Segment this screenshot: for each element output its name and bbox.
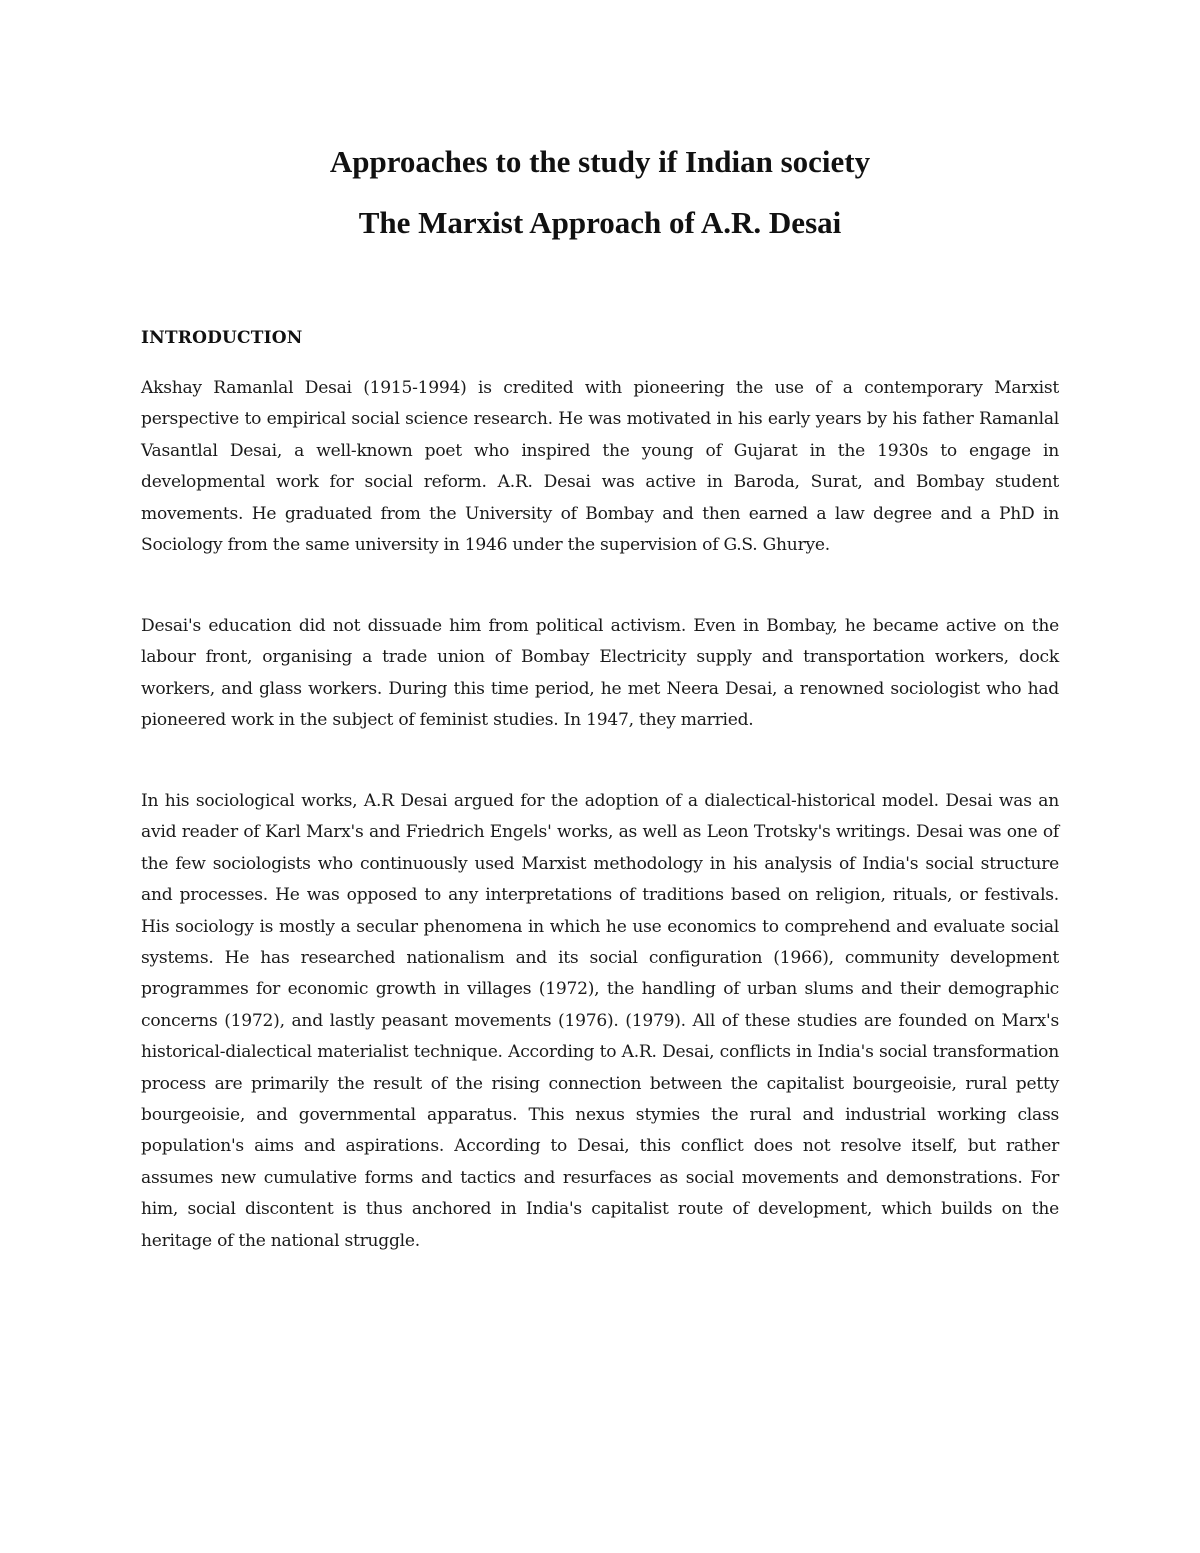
document-title: Approaches to the study if Indian society <box>329 144 871 179</box>
paragraph: Desai's education did not dissuade him from political activism. Even in Bombay, he became active on the labour front, organising a trade union of Bombay Electricity supply and transportation workers, dock workers, and glass workers. During this time period, he met Neera Desai, a renowned sociologist who had pioneered work in the subject of feminist studies. In 1947, they married. <box>141 616 1059 731</box>
paragraph: In his sociological works, A.R Desai argued for the adoption of a dialectical-historical model. Desai was an avid reader of Karl Marx's and Friedrich Engels' works, as well as Leon Trotsky's writings. Desai was one of the few sociologists who continuously used Marxist methodology in his analysis of India's social structure and processes. He was opposed to any interpretations of traditions based on religion, rituals, or festivals. His sociology is mostly a secular phenomena in which he use economics to comprehend and evaluate social systems. He has researched nationalism and its social configuration (1966), community development programmes for economic growth in villages (1972), the handling of urban slums and their demographic concerns (1972), and lastly peasant movements (1976). (1979). All of these studies are founded on Marx's historical-dialectical materialist technique. According to A.R. Desai, conflicts in India's social transformation process are primarily the result of the rising connection between the capitalist bourgeoisie, rural petty bourgeoisie, and governmental apparatus. This nexus stymies the rural and industrial working class population's aims and aspirations. According to Desai, this conflict does not resolve itself, but rather assumes new cumulative forms and tactics and resurfaces as social movements and demonstrations. For him, social discontent is thus anchored in India's capitalist route of development, which builds on the heritage of the national struggle. <box>141 791 1059 1251</box>
paragraph: Akshay Ramanlal Desai (1915-1994) is credited with pioneering the use of a contemporary Marxist perspective to empirical social science research. He was motivated in his early years by his father Ramanlal Vasantlal Desai, a well-known poet who inspired the young of Gujarat in the 1930s to engage in developmental work for social reform. A.R. Desai was active in Baroda, Surat, and Bombay student movements. He graduated from the University of Bombay and then earned a law degree and a PhD in Sociology from the same university in 1946 under the supervision of G.S. Ghurye. <box>141 378 1059 556</box>
document-subtitle: The Marxist Approach of A.R. Desai <box>358 205 842 240</box>
section-heading-introduction: INTRODUCTION <box>141 328 303 348</box>
